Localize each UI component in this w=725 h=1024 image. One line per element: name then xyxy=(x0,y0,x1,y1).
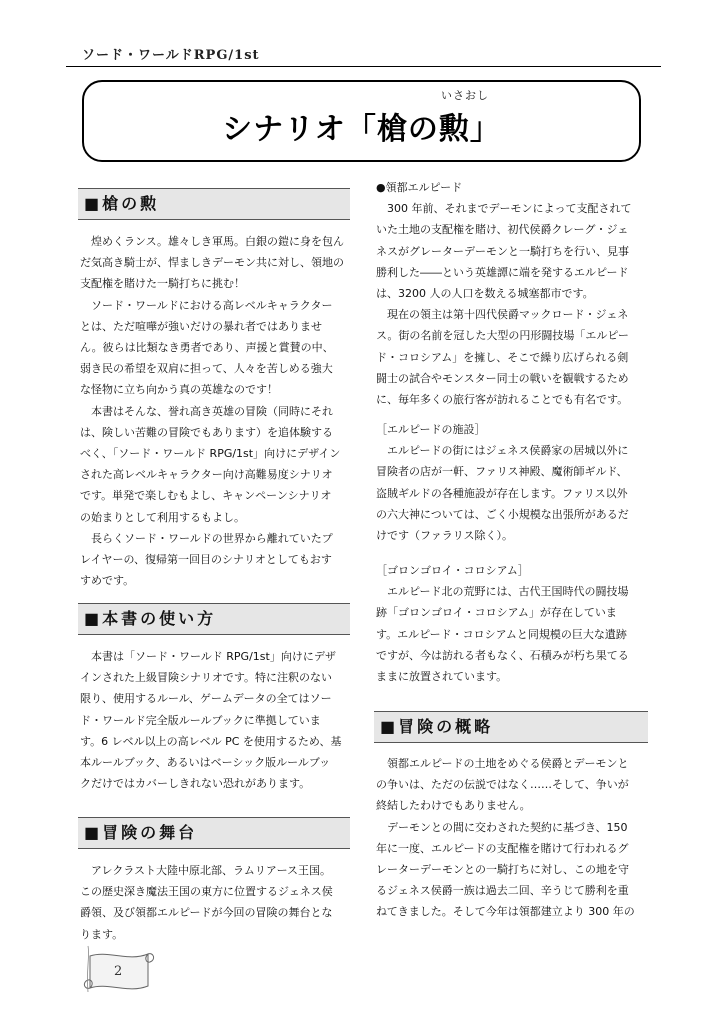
text-line: の争いは、ただの伝説ではなく……そして、争いが xyxy=(376,778,629,792)
text-line: すめです。 xyxy=(80,574,135,588)
text-line: けです（ファラリス除く）。 xyxy=(376,529,514,543)
text-line: 勝利した――という英雄譚に端を発するエルピード xyxy=(376,265,629,279)
title-box xyxy=(82,80,641,162)
text-line: 盗賊ギルドの各種施設が存在します。ファリス以外 xyxy=(376,486,628,500)
text-line: ん。彼らは比類なき勇者であり、声援と賞賛の中、 xyxy=(80,341,334,355)
section-body-adventure-outline xyxy=(376,753,648,923)
header-rule xyxy=(66,66,661,67)
text-line: 弱き民の希望を双肩に担って、人々を苦しめる強大 xyxy=(80,362,333,376)
text-line: ままに放置されています。 xyxy=(376,670,508,684)
text-line: 終結したわけでもありません。 xyxy=(376,799,531,813)
text-line: 闘士の試合やモンスター同士の戦いを観戦するため xyxy=(376,371,629,385)
page-number-scroll xyxy=(78,942,158,1002)
text-line: 限り、使用するルール、ゲームデータの全てはソー xyxy=(80,692,332,706)
text-line: ●領都エルピード xyxy=(376,181,463,194)
text-line: るジェネス侯爵一族は過去二回、辛うじて勝利を重 xyxy=(376,884,629,898)
text-line: デーモンとの間に交わされた契約に基づき、150 xyxy=(387,820,628,834)
text-line: この歴史深き魔法王国の東方に位置するジェネス侯 xyxy=(80,885,333,899)
text-line: す。6 レベル以上の高レベル PC を使用するため、基 xyxy=(80,734,342,748)
running-head: ソード・ワールドRPG/1st xyxy=(82,48,260,63)
text-line: の始まりとして利用するもよし。 xyxy=(80,510,245,524)
text-line: 年に一度、エルピードの支配権を賭けて行われるグ xyxy=(376,841,629,855)
text-line: 領都エルピードの土地をめぐる侯爵とデーモンと xyxy=(387,757,629,770)
section-heading-yari-no-isaoshi: ■槍の勲 xyxy=(78,188,350,220)
text-line: クだけではカバーしきれない恐れがあります。 xyxy=(80,777,311,791)
text-line: レイヤーの、復帰第一回目のシナリオとしてもおす xyxy=(80,553,332,567)
text-line: は、3200 人の人口を数える城塞都市です。 xyxy=(376,287,594,301)
text-line: 現在の領主は第十四代侯爵マックロード・ジェネ xyxy=(387,308,629,322)
section-body-capital-elpeed xyxy=(376,177,648,410)
text-line: された高レベルキャラクター向け高難易度シナリオ xyxy=(80,468,333,482)
text-line: 本ルールブック、あるいはベーシック版ルールブッ xyxy=(80,756,331,770)
section-heading-how-to-use: ■本書の使い方 xyxy=(78,603,350,635)
text-line: す。エルピード・コロシアムと同規模の巨大な遺跡 xyxy=(376,627,627,641)
section-heading-setting: ■冒険の舞台 xyxy=(78,817,350,849)
text-line: 300 年前、それまでデーモンによって支配されて xyxy=(387,202,632,216)
text-line: ですが、今は訪れる者もなく、石積みが朽ち果てる xyxy=(376,648,629,662)
text-line: ネスがグレーターデーモンと一騎打ちを行い、見事 xyxy=(376,244,629,258)
text-line: ド・コロシアム」を擁し、そこで繰り広げられる剣 xyxy=(376,350,629,364)
text-line: アレクラスト大陸中原北部、ラムリアース王国。 xyxy=(91,864,332,877)
text-line: の六大神については、ごく小規模な出張所があるだ xyxy=(376,507,629,521)
section-body-gorongoroi-colosseum xyxy=(376,560,648,687)
text-line: 爵領、及び領都エルピードが今回の冒険の舞台とな xyxy=(80,906,333,920)
text-line: インされた上級冒険シナリオです。特に注釈のない xyxy=(80,671,333,685)
text-line: 煌めくランス。雄々しき軍馬。白銀の鎧に身を包ん xyxy=(91,235,344,248)
page-number: 2 xyxy=(114,964,123,979)
section-body-setting xyxy=(80,860,352,945)
text-line: ソード・ワールドにおける高レベルキャラクター xyxy=(91,298,333,312)
text-line: な怪物に立ち向かう真の英雄なのです！ xyxy=(80,383,278,397)
section-body-elpeed-facilities xyxy=(376,419,648,546)
text-line: ねてきました。そして今年は領都建立より 300 年の xyxy=(376,905,635,919)
section-body-yari-no-isaoshi xyxy=(80,231,352,591)
text-line: とは、ただ喧嘩が強いだけの暴れ者ではありませ xyxy=(80,319,322,333)
text-line: 冒険者の店が一軒、ファリス神殿、魔術師ギルド、 xyxy=(376,465,628,479)
section-body-how-to-use xyxy=(80,646,352,794)
text-line: だ気高き騎士が、悍ましきデーモン共に対し、領地の xyxy=(80,256,344,270)
text-line: ド・ワールド完全版ルールブックに準拠していま xyxy=(80,713,321,727)
text-line: いた土地の支配権を賭け、初代侯爵クレーグ・ジェ xyxy=(376,223,629,237)
text-line: に、毎年多くの旅行客が訪れることでも有名です。 xyxy=(376,393,629,407)
title-ruby: いさおし xyxy=(441,89,489,102)
text-line: 跡「ゴロンゴロイ・コロシアム」が存在していま xyxy=(376,606,617,620)
text-line: レーターデーモンとの一騎打ちに対し、この地を守 xyxy=(376,863,629,877)
text-line: です。単発で楽しむもよし、キャンペーンシナリオ xyxy=(80,489,332,503)
text-line: 長らくソード・ワールドの世界から離れていたプ xyxy=(91,531,333,545)
text-line: エルピード北の荒野には、古代王国時代の闘技場 xyxy=(387,585,629,599)
text-line: 本書はそんな、誉れ高き英雄の冒険（同時にそれ xyxy=(91,404,333,418)
text-line: べく、「ソード・ワールド RPG/1st」向けにデザイン xyxy=(80,447,341,461)
text-line: ス。街の名前を冠した大型の円形闘技場「エルピー xyxy=(376,329,629,343)
text-line: ［エルピードの施設］ xyxy=(376,423,486,436)
text-line: ります。 xyxy=(80,927,124,941)
page-title: シナリオ「槍の勲」 xyxy=(222,112,501,147)
text-line: 本書は「ソード・ワールド RPG/1st」向けにデザ xyxy=(91,650,336,663)
text-line: は、険しい苦難の冒険でもあります）を追体験する xyxy=(80,425,333,439)
text-line: ［ゴロンゴロイ・コロシアム］ xyxy=(376,564,529,577)
text-line: 支配権を賭けた一騎打ちに挑む！ xyxy=(80,277,245,291)
text-line: エルピードの街にはジェネス侯爵家の居城以外に xyxy=(387,444,629,458)
section-heading-adventure-outline: ■冒険の概略 xyxy=(374,711,648,743)
